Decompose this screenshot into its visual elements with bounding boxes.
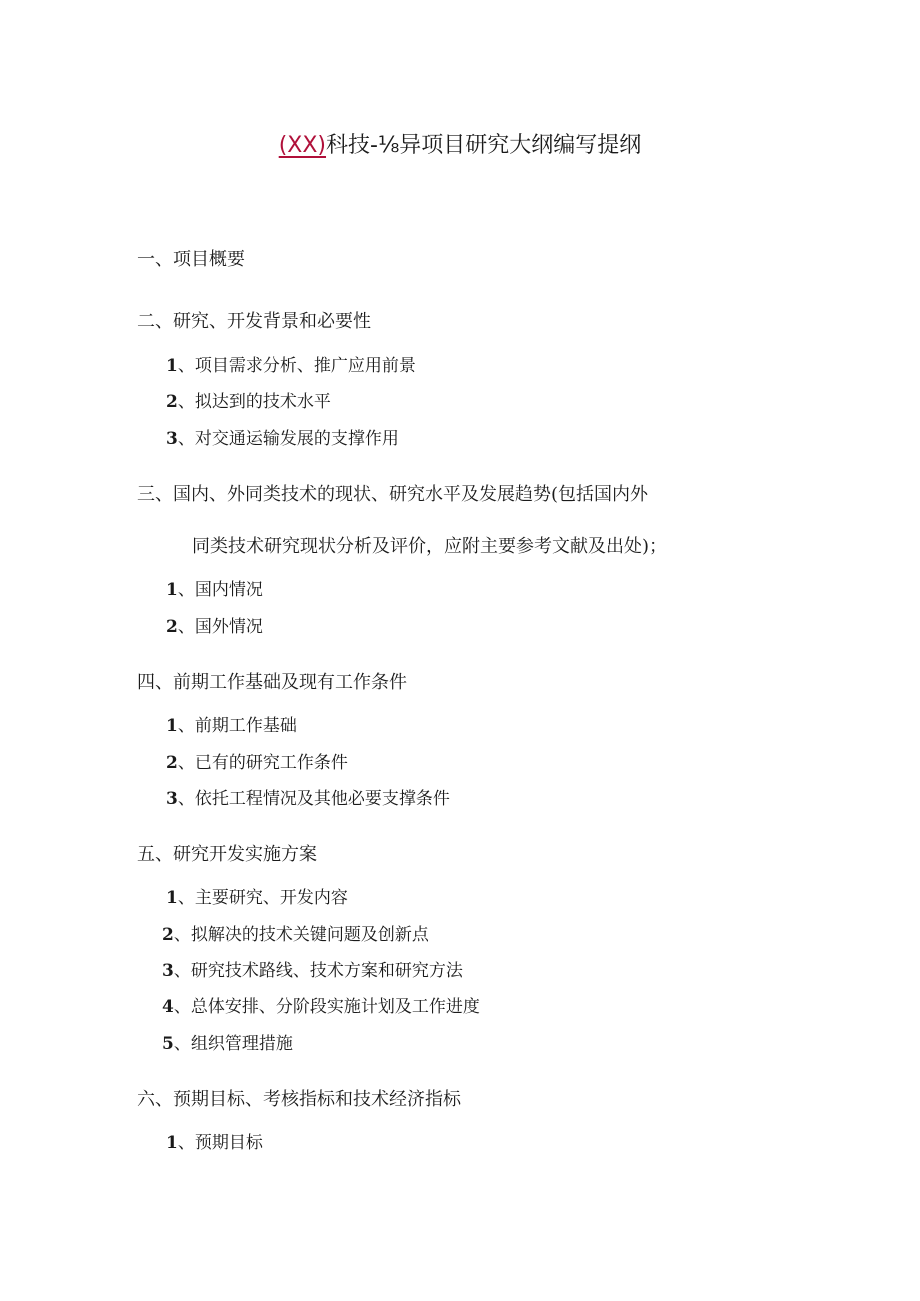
list-item: [166, 787, 450, 811]
item-text: 、预期目标: [177, 1133, 263, 1153]
item-number: 2: [162, 925, 174, 945]
item-text: 、国内情况: [177, 580, 263, 600]
title-prefix: (XX): [278, 133, 327, 158]
item-number: 5: [162, 1034, 174, 1054]
item-text: 、组织管理措施: [173, 1034, 293, 1054]
item-text: 、主要研究、开发内容: [177, 888, 348, 908]
item-number: 1: [166, 888, 178, 908]
list-item: [166, 751, 348, 775]
item-text: 、已有的研究工作条件: [177, 753, 348, 773]
list-item: [162, 959, 463, 983]
item-number: 1: [166, 716, 178, 736]
item-text: 、国外情况: [177, 617, 263, 637]
item-text: 、对交通运输发展的支撑作用: [177, 429, 399, 449]
list-item: [162, 1032, 293, 1056]
section-heading-5: 五、研究开发实施方案: [137, 844, 317, 865]
item-number: 3: [166, 789, 178, 809]
item-text: 、研究技术路线、技术方案和研究方法: [173, 961, 463, 981]
section-heading-3: 三、国内、外同类技术的现状、研究水平及发展趋势(包括国内外: [137, 484, 649, 505]
section-heading-2: 二、研究、开发背景和必要性: [137, 311, 371, 332]
list-item: [166, 578, 263, 602]
item-number: 3: [162, 961, 174, 981]
title-text: 科技-⅛异项目研究大纲编写提纲: [326, 133, 642, 158]
list-item: [166, 714, 297, 738]
item-number: 3: [166, 429, 178, 449]
section-heading-4: 四、前期工作基础及现有工作条件: [137, 672, 407, 693]
section-heading-1: 一、项目概要: [137, 249, 245, 270]
item-number: 1: [166, 1133, 178, 1153]
list-item: [166, 354, 416, 378]
document-title: [0, 128, 920, 159]
item-number: 2: [166, 753, 178, 773]
list-item: [166, 615, 263, 639]
list-item: [162, 995, 480, 1019]
item-text: 、项目需求分析、推广应用前景: [177, 356, 416, 376]
item-text: 、前期工作基础: [177, 716, 297, 736]
item-text: 、总体安排、分阶段实施计划及工作进度: [173, 997, 480, 1017]
list-item: [162, 923, 429, 947]
item-text: 、拟解决的技术关键问题及创新点: [173, 925, 429, 945]
list-item: [166, 390, 331, 414]
item-number: 2: [166, 392, 178, 412]
section-heading-3-continuation: 同类技术研究现状分析及评价，应附主要参考文献及出处)；: [192, 536, 668, 557]
list-item: [166, 427, 399, 451]
item-text: 、拟达到的技术水平: [177, 392, 331, 412]
section-heading-6: 六、预期目标、考核指标和技术经济指标: [137, 1089, 461, 1110]
item-number: 2: [166, 617, 178, 637]
list-item: [166, 886, 348, 910]
list-item: [166, 1131, 263, 1155]
item-number: 1: [166, 356, 178, 376]
item-text: 、依托工程情况及其他必要支撑条件: [177, 789, 450, 809]
item-number: 1: [166, 580, 178, 600]
item-number: 4: [162, 997, 174, 1017]
